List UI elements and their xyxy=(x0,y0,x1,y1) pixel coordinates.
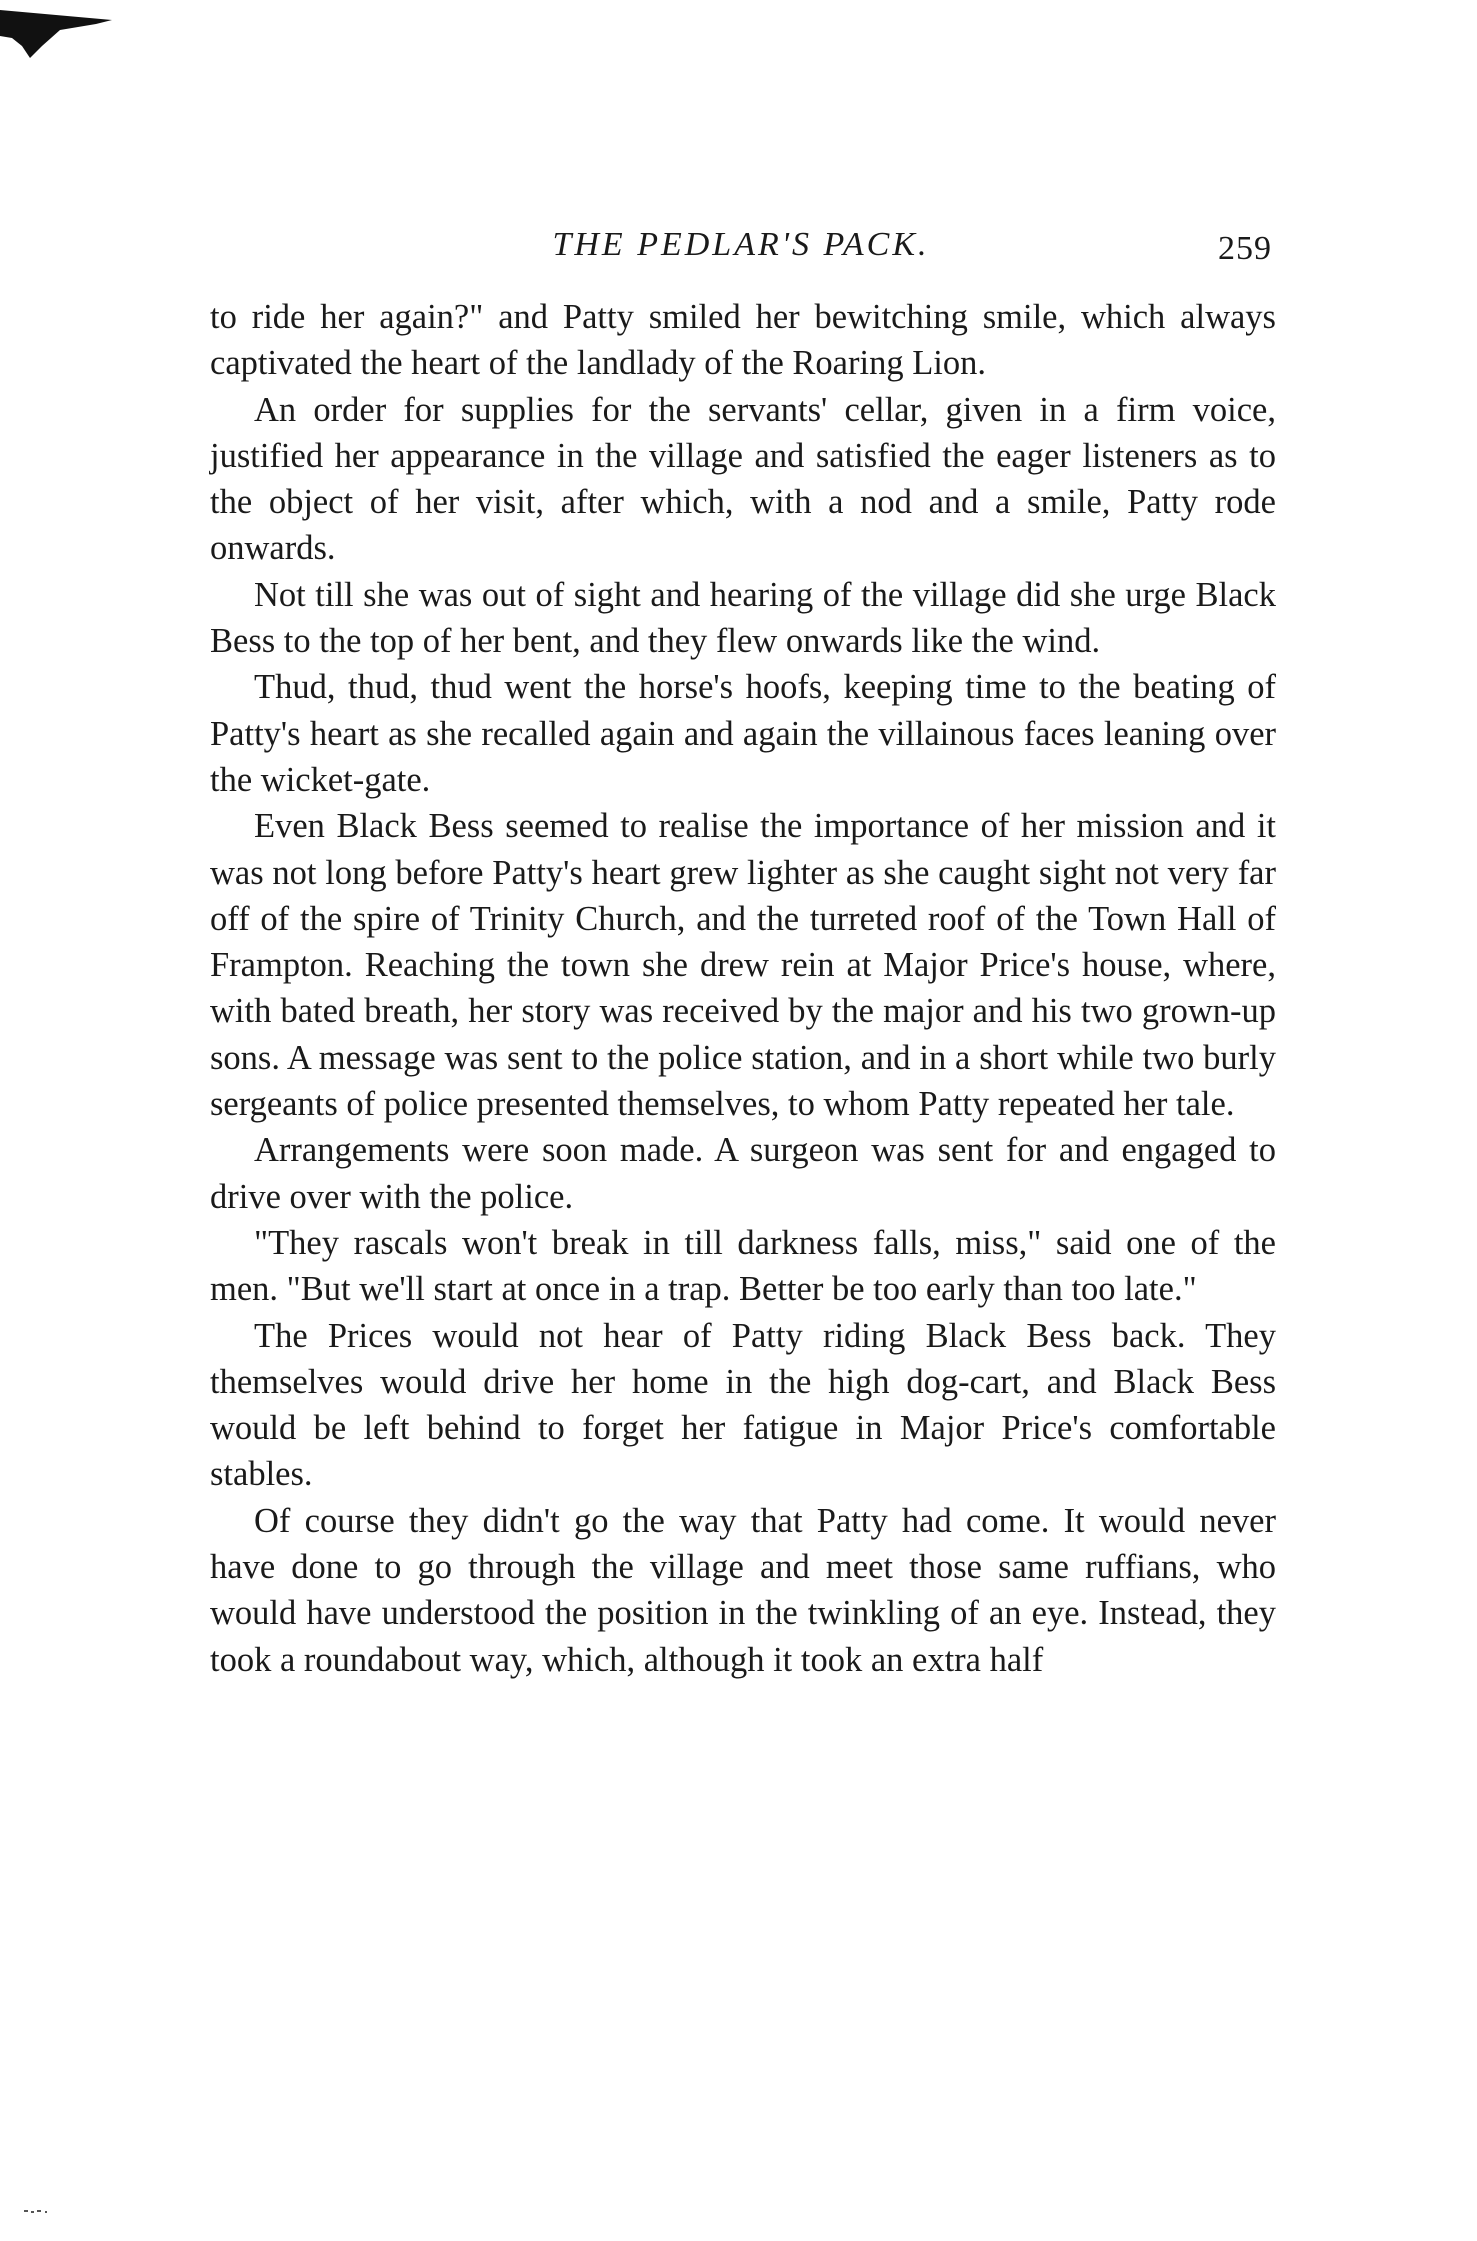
paragraph-3: Not till she was out of sight and hearing of the village did she urge Black Bess to the top of her bent, and they flew onwards like the wind. xyxy=(210,575,1276,661)
paragraph-7: "They rascals won't break in till darkness falls, miss," said one of the men. "But we'll start at once in a trap. Better be too early than too late." xyxy=(210,1223,1276,1309)
paragraph-1: to ride her again?" and Patty smiled her bewitching smile, which always captivated the heart of the landlady of the Roaring Lion. xyxy=(210,298,1276,383)
paragraph-5: Even Black Bess seemed to realise the importance of her mission and it was not long before Patty's heart grew lighter as she caught sight not very far off of the spire of Trinity Church, and the turreted roof of the Town Hall of Frampton. Reaching the town she drew rein at Major Price's house, where, with bated breath, her story was received by the major and his two grown-up sons. A message was sent to the police station, and in a short while two burly sergeants of police presented themselves, to whom Patty repeated her tale. xyxy=(210,807,1276,1124)
page-number: 259 xyxy=(1218,230,1272,267)
running-title: THE PEDLAR'S PACK. xyxy=(552,226,930,263)
page-header xyxy=(210,226,1272,282)
torn-corner-mark xyxy=(0,0,118,62)
body-text xyxy=(210,294,1276,1683)
paragraph-6: Arrangements were soon made. A surgeon was sent for and engaged to drive over with the police. xyxy=(210,1131,1276,1216)
paragraph-2: An order for supplies for the servants' cellar, given in a firm voice, justified her appearance in the village and satisfied the eager listeners as to the object of her visit, after which, with a nod and a smile, Patty rode onwards. xyxy=(210,390,1276,568)
paragraph-4: Thud, thud, thud went the horse's hoofs, keeping time to the beating of Patty's heart as she recalled again and again the villainous faces leaning over the wicket-gate. xyxy=(210,668,1276,799)
paragraph-8: The Prices would not hear of Patty riding Black Bess back. They themselves would drive her home in the high dog-cart, and Black Bess would be left behind to forget her fatigue in Major Price's comfortable stables. xyxy=(210,1316,1276,1494)
paragraph-9: Of course they didn't go the way that Patty had come. It would never have done to go through the village and meet those same ruffians, who would have understood the position in the twinkling of an eye. Instead, they took a roundabout way, which, although it took an extra half xyxy=(210,1501,1276,1679)
